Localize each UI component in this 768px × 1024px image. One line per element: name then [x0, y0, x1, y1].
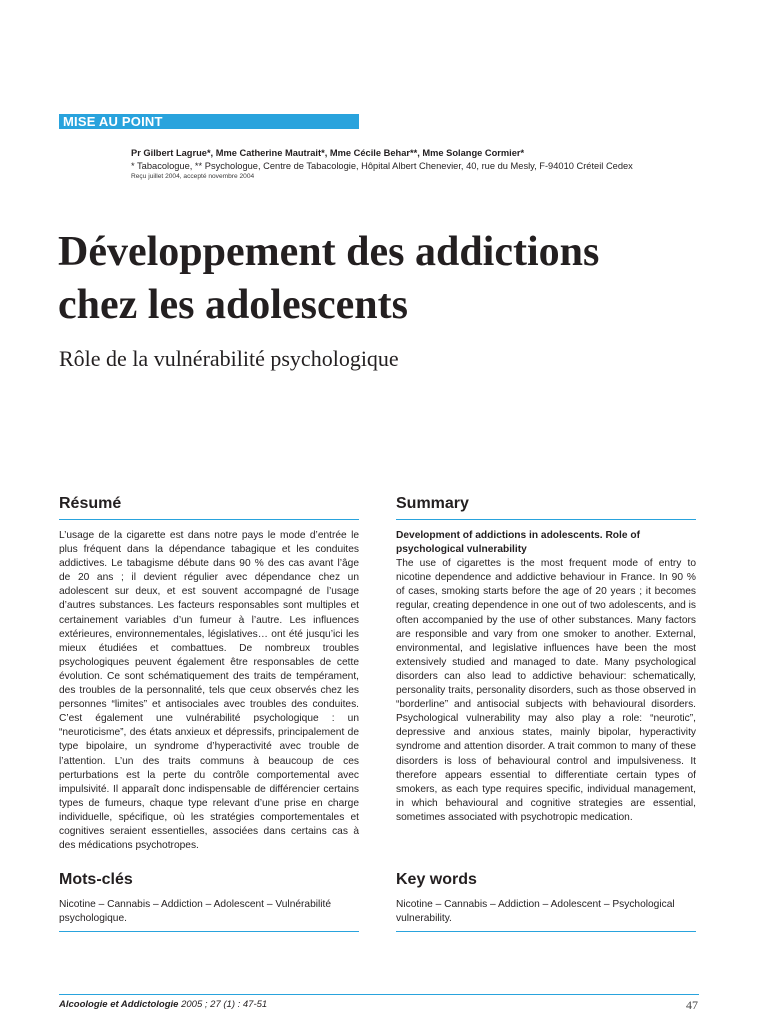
key-words-heading: Key words — [396, 871, 477, 888]
key-words-text: Nicotine – Cannabis – Addiction – Adolescent – Psychological vulnerability. — [396, 898, 696, 932]
summary-title: Development of addictions in adolescents. Role of psychological vulnerability — [396, 530, 640, 556]
received-date: Reçu juillet 2004, accepté novembre 2004 — [131, 173, 255, 180]
summary-text: The use of cigarettes is the most frequent mode of entry to nicotine dependence and addictive behaviour in France. In 90 % of cases, smoking starts before the age of 20 years ; it becomes regular, creating dependence in one out of two adolescents, and is often accompanied by the use of other substances. Many factors are responsible and vary from one smoker to another. External, environmental, and legislative influences have been the most extensively studied and managed to date. Many psychological disorders can also lead to addictive behaviour: schematically, personality traits, personality disorders, such as those observed in “borderline” and antisocial subjects with behavioural disorders. Psychological vulnerability may also play a role: “neurotic”, depressive and anxious states, mainly bipolar, hyperactivity syndrome and attention disorder. A trait common to many of these disorders is loss of behavioural control and impulsiveness. It therefore appears essential to differentiate certain types of smokers, as each type requires specific, individual management, in which behavioural and cognitive strategies are essential, sometimes associated with psychotropic medication. — [396, 558, 696, 823]
journal-issue: 2005 ; 27 (1) : 47-51 — [178, 999, 268, 1010]
mots-cles-section — [59, 870, 359, 932]
journal-name: Alcoologie et Addictologie — [59, 999, 179, 1010]
summary-heading: Summary — [396, 494, 696, 520]
resume-text: L’usage de la cigarette est dans notre pays le mode d’entrée le plus fréquent dans la dépendance tabagique et les conduites addictives. Le tabagisme débute dans 90 % des cas avant l’âge de 20 ans ; il devient régulier avec dépendance chez un adolescent sur deux, et est souvent accompagné de l’usage d’autres substances. Les facteurs responsables sont multiples et certainement variables d’un fumeur à l’autre. Les influences extérieures, environnementales, législatives… ont été jusqu’ici les mieux étudiées et combattues. De nombreux troubles psychologiques peuvent également être responsables de cette évolution. Ce sont schématiquement des traits de tempérament, des troubles de la personnalité, tels que ceux observés chez les personnes “limites” et antisociales avec troubles des conduites. C’est également une vulnérabilité psychologique : un “neuroticisme”, des états anxieux et dépressifs, principalement de type bipolaire, un syndrome d’hyperactivité avec trouble de l’attention. L’un des traits communs à beaucoup de ces perturbations est la perte du contrôle comportemental avec impulsivité. Il apparaît donc indispensable de différencier certains types de fumeurs, chaque type relevant d’une prise en charge individuelle, spécifique, où les stratégies comportementales et cognitives seraient essentielles, associées dans certains cas à des médications psychotropes. — [59, 530, 359, 852]
page-number: 47 — [686, 998, 698, 1012]
summary-section — [396, 494, 696, 825]
journal-citation — [59, 999, 267, 1011]
resume-heading: Résumé — [59, 494, 359, 520]
resume-section — [59, 494, 359, 853]
article-title-line2: chez les adolescents — [58, 282, 408, 328]
affiliation: * Tabacologue, ** Psychologue, Centre de Tabacologie, Hôpital Albert Chenevier, 40, rue du Mesly, F-94010 Créteil Cedex — [131, 161, 633, 171]
mots-cles-heading: Mots-clés — [59, 871, 133, 888]
authors: Pr Gilbert Lagrue*, Mme Catherine Mautrait*, Mme Cécile Behar**, Mme Solange Cormier* — [131, 148, 525, 158]
footer-rule — [59, 994, 699, 995]
article-title — [58, 226, 738, 332]
section-tag: MISE AU POINT — [59, 114, 359, 129]
key-words-section — [396, 870, 696, 932]
mots-cles-text: Nicotine – Cannabis – Addiction – Adolescent – Vulnérabilité psychologique. — [59, 898, 359, 932]
article-subtitle: Rôle de la vulnérabilité psychologique — [59, 346, 399, 371]
article-title-line1: Développement des addictions — [58, 229, 600, 275]
